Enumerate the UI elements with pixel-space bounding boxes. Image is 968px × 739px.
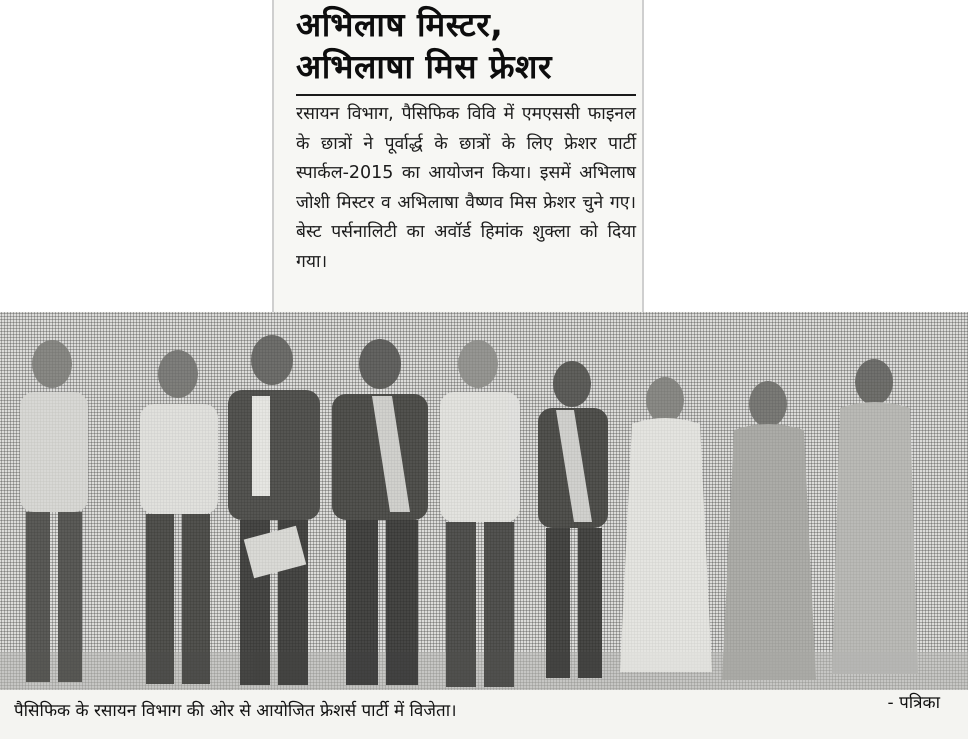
group-photo [0, 312, 968, 706]
article-body: रसायन विभाग, पैसिफिक विवि में एमएससी फाइनल के छात्रों ने पूर्वार्द्ध के छात्रों के लिए फ्रेशर पार्टी स्पार्कल-2015 का आयोजन किया। इसमें अभिलाष जोशी मिस्टर व अभिलाषा वैष्णव मिस फ्रेशर चुने गए। बेस्ट पर्सनालिटी का अवॉर्ड हिमांक शुक्ला को दिया गया। [296, 104, 636, 272]
person-9 [832, 359, 918, 674]
headline-line-2: अभिलाषा मिस फ्रेशर [296, 47, 552, 86]
person-5 [440, 340, 520, 687]
headline-line-1: अभिलाष मिस्टर, [296, 5, 504, 44]
person-4 [332, 339, 428, 685]
person-2 [140, 350, 218, 684]
person-8 [722, 381, 816, 680]
news-article [272, 0, 644, 312]
photo-caption: पैसिफिक के रसायन विभाग की ओर से आयोजित फ्रेशर्स पार्टी में विजेता। [14, 701, 457, 721]
photo-credit: - पत्रिका [887, 693, 940, 713]
person-7 [620, 377, 712, 672]
person-1 [20, 340, 88, 682]
person-6 [538, 361, 608, 678]
headline-rule [296, 94, 636, 96]
person-3 [228, 335, 320, 685]
group-photo-figures [0, 312, 968, 706]
